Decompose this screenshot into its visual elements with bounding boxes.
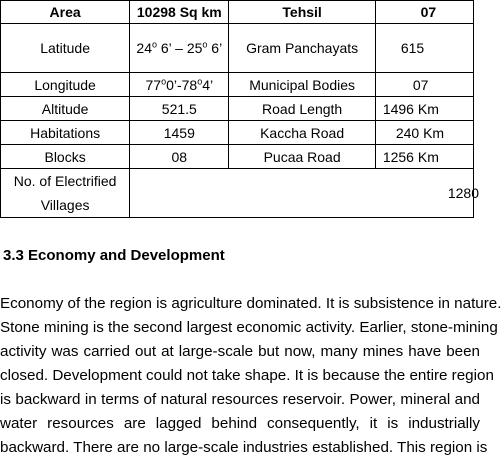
row-label-altitude: Altitude — [1, 97, 130, 121]
header-tehsil-value: 07 — [375, 1, 473, 24]
paragraph-line: activity was carried out at large-scale but now, many mines have been — [0, 343, 480, 360]
table-row — [1, 24, 474, 73]
header-area-value: 10298 Sq km — [130, 1, 229, 24]
paragraph-line: Economy of the region is agriculture dominated. It is subsistence in nature. — [0, 295, 501, 312]
header-area: Area — [1, 1, 130, 24]
row-label-longitude: Longitude — [1, 73, 130, 97]
paragraph-line: Stone mining is the second largest economic activity. Earlier, stone-mining — [0, 319, 498, 336]
row-label-kaccha-road: Kaccha Road — [229, 121, 375, 145]
section-heading: 3.3 Economy and Development — [3, 247, 225, 264]
row-value-electrified-villages — [130, 169, 479, 218]
degree-sup: o — [202, 39, 208, 50]
latitude-value-mid: 6’ – 25 — [157, 40, 203, 56]
latitude-value-start: 24 — [136, 40, 152, 56]
latitude-value-end: 6’ — [207, 40, 223, 56]
row-value-altitude: 521.5 — [130, 97, 229, 121]
longitude-value-mid: 0’-78 — [166, 76, 198, 93]
row-label-electrified-villages: No. of Electrified Villages — [1, 169, 130, 218]
row-label-municipal-bodies: Municipal Bodies — [229, 73, 375, 97]
table-row — [1, 73, 474, 97]
longitude-value-end: 4’ — [202, 76, 214, 93]
row-value-gram-panchayats: 615 — [375, 24, 473, 73]
table-header-row — [1, 1, 474, 24]
row-label-latitude: Latitude — [1, 24, 130, 73]
row-value-pucaa-road: 1256 Km — [375, 145, 473, 169]
table-row — [1, 145, 474, 169]
table-row — [1, 121, 474, 145]
paragraph-line: is backward in terms of natural resources reservoir. Power, mineral and — [0, 391, 480, 408]
row-label-blocks: Blocks — [1, 145, 130, 169]
paragraph-line: water resources are lagged behind consequently, it is industrially — [0, 415, 480, 432]
table-row — [1, 97, 474, 121]
longitude-value-start: 77 — [145, 76, 162, 93]
row-label-road-length: Road Length — [229, 97, 375, 121]
paragraph-line: closed. Development could not take shape. It is because the entire region — [0, 367, 494, 384]
row-value-municipal-bodies: 07 — [375, 73, 473, 97]
degree-sup: o — [197, 75, 203, 86]
row-value-road-length: 1496 Km — [375, 97, 473, 121]
data-table-container — [0, 0, 479, 218]
row-label-pucaa-road: Pucaa Road — [229, 145, 375, 169]
row-value-latitude — [130, 24, 229, 73]
degree-sup: o — [161, 75, 167, 86]
row-value-blocks: 08 — [130, 145, 229, 169]
row-value-kaccha-road: 240 Km — [375, 121, 473, 145]
electrified-villages-count: 1280 — [447, 185, 479, 201]
header-tehsil: Tehsil — [229, 1, 375, 24]
row-value-longitude — [130, 73, 229, 97]
row-label-gram-panchayats: Gram Panchayats — [229, 24, 375, 73]
row-value-habitations: 1459 — [130, 121, 229, 145]
table-row — [1, 169, 474, 218]
body-paragraph — [0, 292, 501, 460]
degree-sup: o — [151, 39, 157, 50]
row-label-habitations: Habitations — [1, 121, 130, 145]
district-stats-table — [0, 0, 479, 218]
paragraph-line: backward. There are no large-scale industries established. This region is — [0, 439, 488, 456]
